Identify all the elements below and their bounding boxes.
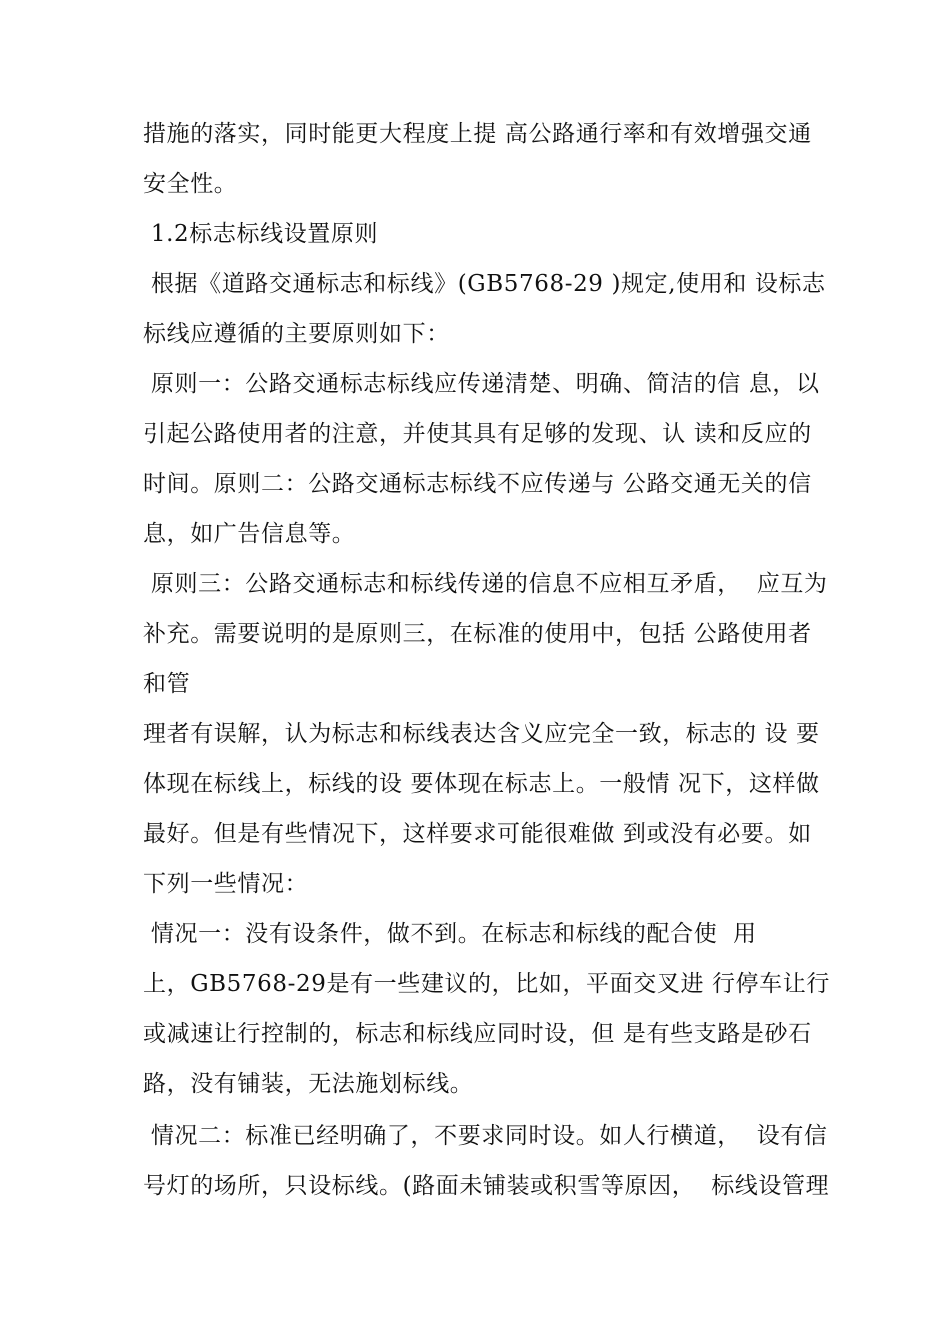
text-line: 原则一：公路交通标志标线应传递清楚、明确、简洁的信 息，以 [143,371,820,397]
text-line: 路，没有铺装，无法施划标线。 [143,1071,474,1097]
section-heading: 1.2标志标线设置原则 [143,221,379,247]
text-line: 情况一：没有设条件，做不到。在标志和标线的配合使 用 [143,921,757,947]
text-line: 补充。需要说明的是原则三，在标准的使用中，包括 公路使用者 [143,621,812,647]
text-line: 情况二：标准已经明确了，不要求同时设。如人行横道， 设有信 [143,1123,828,1149]
text-line: 安全性。 [143,171,238,197]
text-line: 号灯的场所，只设标线。(路面未铺装或积雪等原因， 标线设管理 [143,1173,830,1199]
text-line: 标线应遵循的主要原则如下： [143,321,450,347]
text-line: 最好。但是有些情况下，这样要求可能很难做 到或没有必要。如 [143,821,812,847]
text-line: 下列一些情况： [143,871,309,897]
text-line: 理者有误解，认为标志和标线表达含义应完全一致，标志的 设 要 [143,721,820,747]
text-line: 和管 [143,671,191,697]
text-line: 措施的落实，同时能更大程度上提 高公路通行率和有效增强交通 [143,121,812,147]
text-line: 上，GB5768-29是有一些建议的，比如，平面交叉进 行停车让行 [143,971,830,997]
text-line: 息，如广告信息等。 [143,521,356,547]
text-line: 引起公路使用者的注意，并使其具有足够的发现、认 读和反应的 [143,421,812,447]
text-line: 时间。原则二：公路交通标志标线不应传递与 公路交通无关的信 [143,471,812,497]
text-line: 原则三：公路交通标志和标线传递的信息不应相互矛盾， 应互为 [143,571,828,597]
text-line: 或减速让行控制的，标志和标线应同时设，但 是有些支路是砂石 [143,1021,812,1047]
text-line: 根据《道路交通标志和标线》(GB5768-29 )规定,使用和 设标志 [143,271,826,297]
text-line: 体现在标线上，标线的设 要体现在标志上。一般情 况下，这样做 [143,771,820,797]
